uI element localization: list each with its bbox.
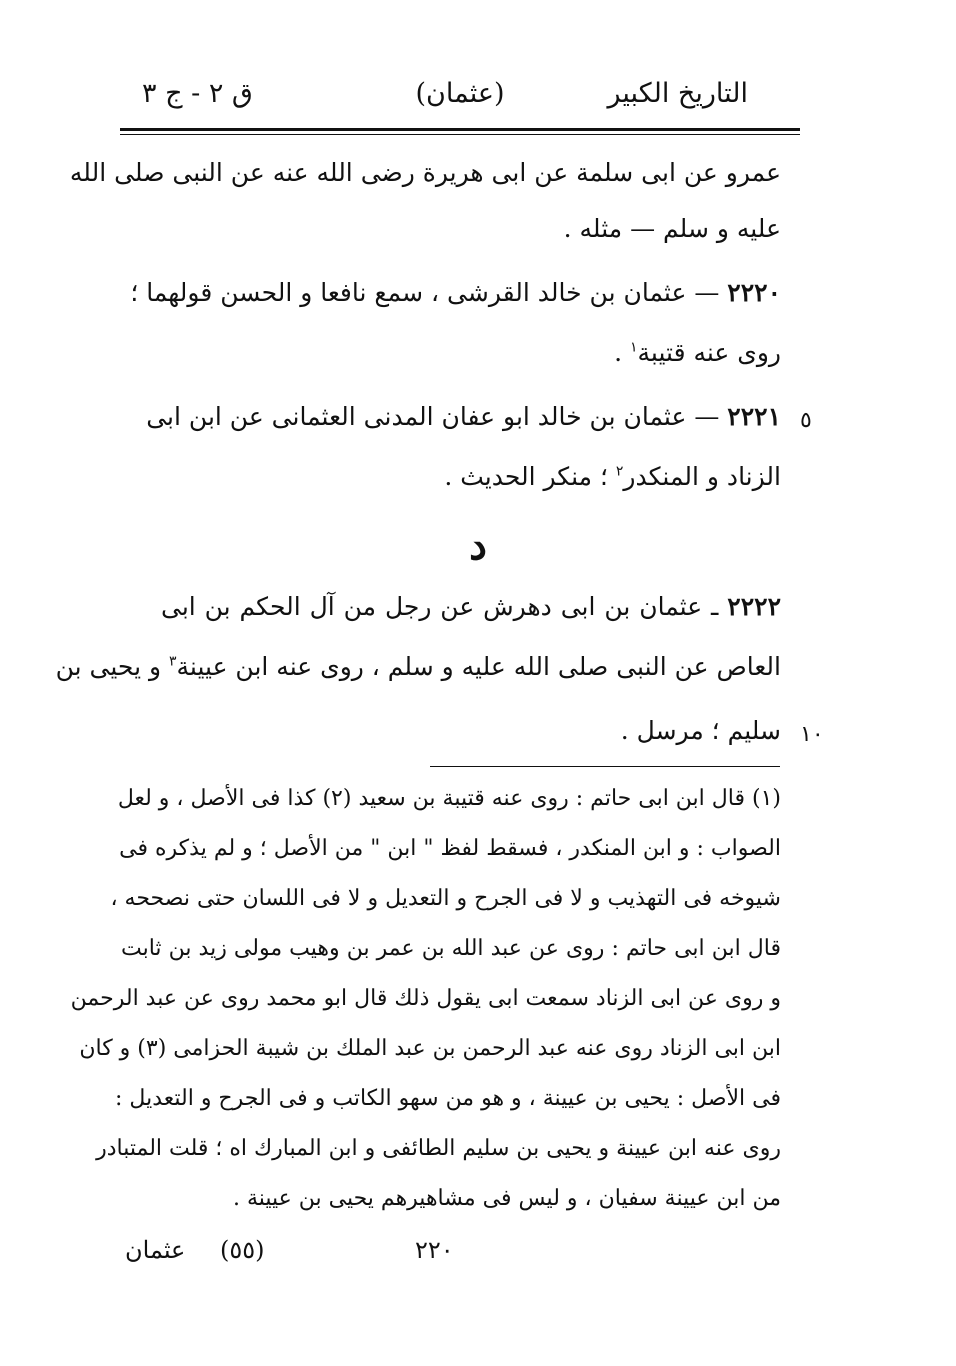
entry-2220-line-2 (121, 338, 781, 367)
body-line: عليه و سلم — مثله . (563, 214, 781, 243)
footnote-line: و روى عن ابى الزناد سمعت ابى يقول ذلك قال ابو محمد روى عن عبد الرحمن (70, 986, 781, 1011)
entry-text: — عثمان بن خالد القرشى ، سمع نافعا و الحسن قولهما ؛ (130, 278, 720, 307)
footnote-line: شيوخه فى التهذيب و لا فى الجرح و التعديل و لا فى اللسان حتى نصححه ، (110, 886, 781, 911)
page-footer (120, 1232, 800, 1272)
letter-heading: د (469, 522, 487, 569)
running-header (120, 70, 800, 120)
catchword: عثمان (125, 1236, 186, 1264)
footnote-line: ابن ابى الزناد روى عنه عبد الرحمن بن عبد الملك بن شيبة الحزامى (٣) و كان (79, 1036, 781, 1061)
header-part-volume: ق ٢ - ج ٣ (142, 78, 253, 109)
footnote-marker: ٢ (615, 463, 624, 480)
margin-line-number: ٥ (800, 408, 812, 433)
footnote-line: روى عنه ابن عيينة و يحيى بن سليم الطائفى و ابن المبارك اه ؛ قلت المتبادر (96, 1136, 781, 1161)
footnote-line: الصواب : و ابن المنكدر ، فسقط لفظ " ابن " من الأصل ؛ و لم يذكره فى (119, 836, 781, 861)
entry-text: و يحيى بن (55, 652, 169, 681)
entry-2221-line-2 (121, 462, 781, 491)
footnote-line: (١) قال ابن ابى حاتم : روى عنه قتيبة بن سعيد (٢) كذا فى الأصل ، و لعل (117, 786, 781, 811)
signature-mark: (٥٥) (220, 1236, 265, 1264)
footnote-line: فى الأصل : يحيى بن عيينة ، و هو من سهو الكاتب و فى الجرح و التعديل : (115, 1086, 781, 1111)
entry-2221-line-1 (146, 402, 781, 431)
entry-2222-line-2 (55, 652, 781, 681)
footnote-line: من ابن عيينة سفيان ، و ليس فى مشاهيرهم يحيى بن عيينة . (232, 1186, 781, 1211)
folio-number: ٢٢٠ (415, 1236, 454, 1264)
footnote-separator (430, 766, 780, 767)
footnote-line: قال ابن ابى حاتم : روى عن عبد الله بن عمر بن وهيب مولى زيد بن ثابت (121, 936, 781, 961)
entry-text: ـ عثمان بن ابى دهرش عن رجل من آل الحكم بن ابى (161, 592, 719, 621)
header-rule-thin (120, 134, 800, 135)
header-book-title: التاريخ الكبير (607, 78, 748, 109)
entry-2222-line-1 (161, 592, 781, 621)
entry-number: ٢٢٢٢ (727, 592, 781, 621)
entry-text: العاص عن النبى صلى الله عليه و سلم ، روى عنه ابن عيينة (176, 652, 781, 681)
header-section-name: (عثمان) (415, 78, 505, 109)
entry-text: — عثمان بن خالد ابو عفان المدنى العثمانى عن ابن ابى (146, 402, 720, 431)
footnote-marker: ١ (630, 339, 638, 356)
margin-line-number: ١٠ (800, 722, 824, 747)
body-line: عمرو عن ابى سلمة عن ابى هريرة رضى الله عنه عن النبى صلى الله (69, 158, 781, 187)
entry-text: روى عنه قتيبة (637, 338, 781, 367)
entry-number: ٢٢٢٠ (727, 278, 781, 307)
entry-text: ؛ منكر الحديث . (444, 462, 616, 491)
entry-text: . (614, 338, 630, 367)
entry-2220-line-1 (130, 278, 781, 307)
entry-text: الزناد و المنكدر (623, 462, 781, 491)
entry-2222-line-3: سليم ؛ مرسل . (620, 716, 781, 745)
entry-number: ٢٢٢١ (727, 402, 781, 431)
footnote-marker: ٣ (169, 653, 177, 670)
header-rule-thick (120, 128, 800, 131)
